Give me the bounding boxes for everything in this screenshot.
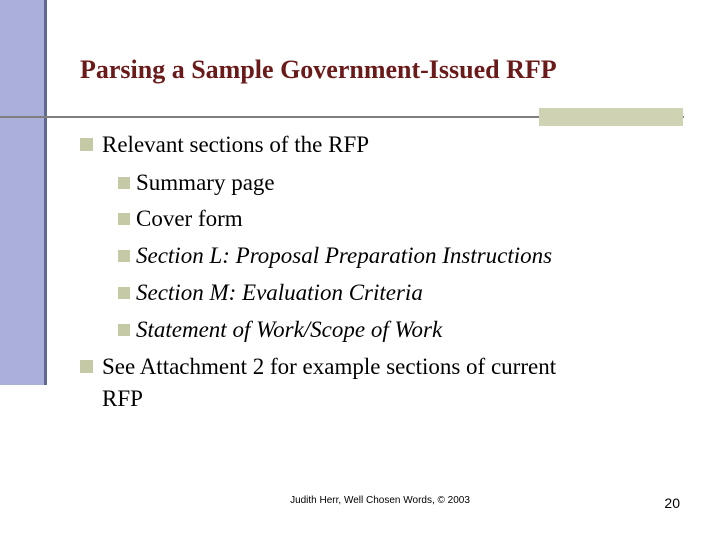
bullet-text: Relevant sections of the RFP (102, 132, 370, 157)
square-bullet-icon (118, 287, 130, 299)
bullet-text: RFP (102, 386, 143, 411)
page-number: 20 (664, 495, 680, 511)
bullet-text: Cover form (136, 206, 243, 231)
divider-accent-block (539, 108, 683, 126)
left-accent-bar (0, 0, 47, 385)
square-bullet-icon (118, 177, 130, 189)
square-bullet-icon (80, 360, 93, 373)
left-accent-bar-edge (44, 0, 47, 385)
bullet-text: Section M: Evaluation Criteria (136, 280, 423, 305)
slide-title: Parsing a Sample Government-Issued RFP (80, 55, 557, 84)
square-bullet-icon (118, 250, 130, 262)
bullet-text: Summary page (136, 170, 275, 195)
square-bullet-icon (80, 138, 93, 151)
square-bullet-icon (118, 213, 130, 225)
square-bullet-icon (118, 324, 130, 336)
bullet-text: See Attachment 2 for example sections of current (102, 354, 557, 379)
bullet-text: Section L: Proposal Preparation Instructions (136, 243, 553, 268)
bullet-text: Statement of Work/Scope of Work (136, 317, 443, 342)
footer-credit: Judith Herr, Well Chosen Words, © 2003 (290, 495, 470, 506)
